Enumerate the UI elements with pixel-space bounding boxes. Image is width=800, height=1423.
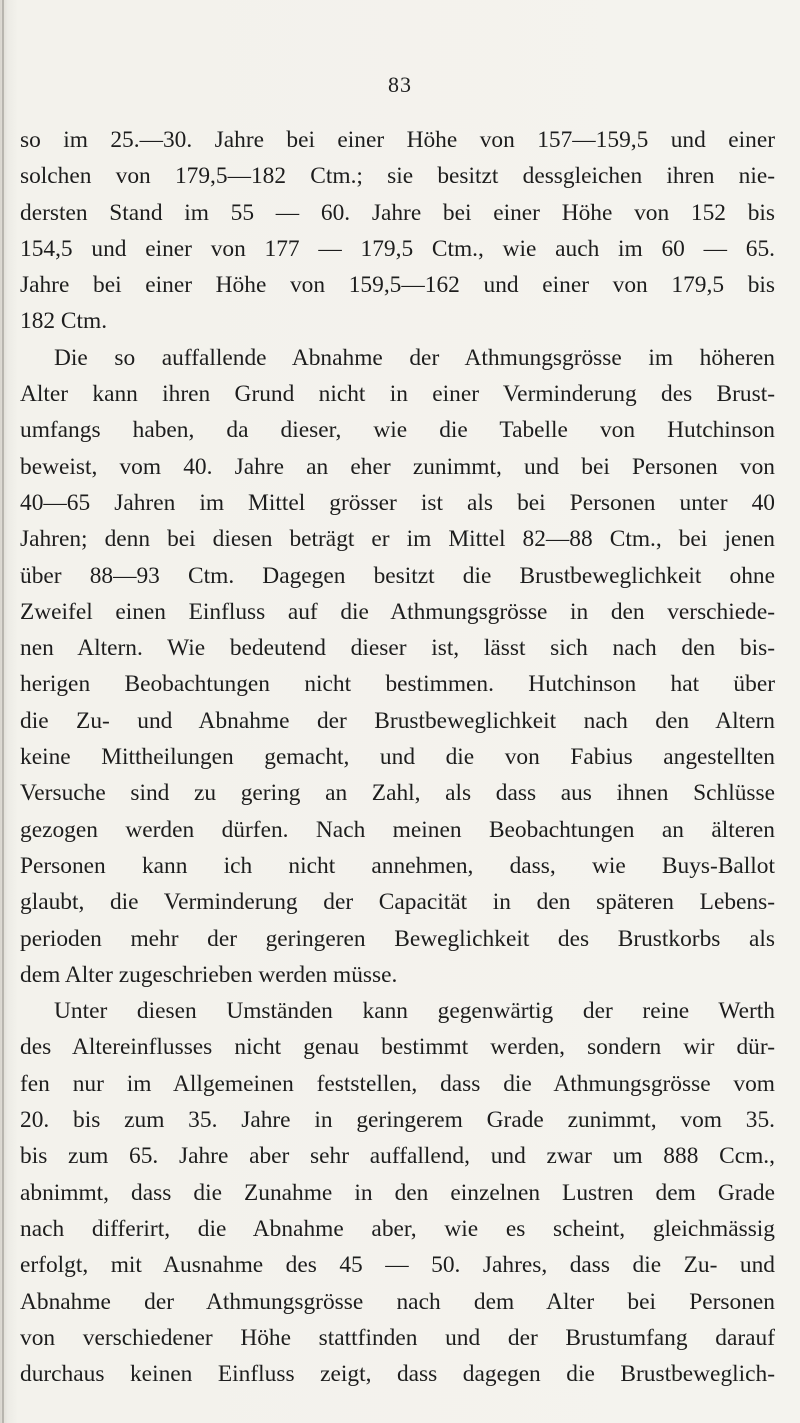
paragraph-start-line: Die so auffallende Abnahme der Athmungsgrösse im höheren (54, 344, 775, 371)
text-line: durchaus keinen Einfluss zeigt, dass dagegen die Brustbeweglich- (20, 1361, 775, 1388)
text-line: nen Altern. Wie bedeutend dieser ist, lässt sich nach den bis- (20, 635, 775, 662)
page-gutter (2, 0, 4, 1423)
text-line: 20. bis zum 35. Jahre in geringerem Grade zunimmt, vom 35. (20, 1107, 775, 1134)
text-line: Zweifel einen Einfluss auf die Athmungsgrösse in den verschiede- (20, 598, 775, 625)
text-line: Alter kann ihren Grund nicht in einer Verminderung des Brust- (20, 381, 775, 408)
body-text (20, 122, 775, 1392)
text-line: erfolgt, mit Ausnahme des 45 — 50. Jahres, dass die Zu- und (20, 1252, 775, 1279)
text-line: Abnahme der Athmungsgrösse nach dem Alter bei Personen (20, 1288, 775, 1315)
text-line: Jahre bei einer Höhe von 159,5—162 und einer von 179,5 bis (20, 272, 775, 299)
text-line: bis zum 65. Jahre aber sehr auffallend, und zwar um 888 Ccm., (20, 1143, 775, 1170)
text-line: über 88—93 Ctm. Dagegen besitzt die Brustbeweglichkeit ohne (20, 562, 775, 589)
page-number: 83 (388, 72, 412, 97)
text-line: Personen kann ich nicht annehmen, dass, wie Buys-Ballot (20, 852, 775, 879)
text-line: beweist, vom 40. Jahre an eher zunimmt, und bei Personen von (20, 453, 775, 480)
text-line: so im 25.—30. Jahre bei einer Höhe von 157—159,5 und einer (20, 127, 775, 153)
text-line: fen nur im Allgemeinen feststellen, dass die Athmungsgrösse vom (20, 1070, 775, 1097)
text-line: 182 Ctm. (20, 308, 108, 335)
text-line: Jahren; denn bei diesen beträgt er im Mittel 82—88 Ctm., bei jenen (20, 526, 775, 553)
text-line: herigen Beobachtungen nicht bestimmen. Hutchinson hat über (20, 671, 775, 698)
text-line: dem Alter zugeschrieben werden müsse. (20, 961, 398, 988)
text-line: dersten Stand im 55 — 60. Jahre bei einer Höhe von 152 bis (20, 199, 775, 226)
text-line: glaubt, die Verminderung der Capacität in den späteren Lebens- (20, 889, 775, 916)
text-line: die Zu- und Abnahme der Brustbeweglichkeit nach den Altern (20, 707, 775, 734)
text-line: 40—65 Jahren im Mittel grösser ist als bei Personen unter 40 (20, 489, 775, 516)
text-line: keine Mittheilungen gemacht, und die von Fabius angestellten (20, 744, 775, 771)
text-line: des Altereinflusses nicht genau bestimmt werden, sondern wir dür- (20, 1034, 775, 1061)
text-line: nach differirt, die Abnahme aber, wie es scheint, gleichmässig (20, 1215, 775, 1242)
text-line: solchen von 179,5—182 Ctm.; sie besitzt dessgleichen ihren nie- (20, 163, 775, 190)
text-line: von verschiedener Höhe stattfinden und der Brustumfang darauf (20, 1324, 775, 1351)
text-line: perioden mehr der geringeren Beweglichkeit des Brustkorbs als (20, 925, 775, 952)
text-line: gezogen werden dürfen. Nach meinen Beobachtungen an älteren (20, 816, 775, 843)
text-line: Versuche sind zu gering an Zahl, als dass aus ihnen Schlüsse (20, 780, 775, 807)
text-line: abnimmt, dass die Zunahme in den einzelnen Lustren dem Grade (20, 1179, 775, 1206)
text-line: umfangs haben, da dieser, wie die Tabelle von Hutchinson (20, 417, 775, 444)
text-line: 154,5 und einer von 177 — 179,5 Ctm., wie auch im 60 — 65. (20, 235, 775, 262)
paragraph-start-line: Unter diesen Umständen kann gegenwärtig der reine Werth (54, 998, 775, 1025)
